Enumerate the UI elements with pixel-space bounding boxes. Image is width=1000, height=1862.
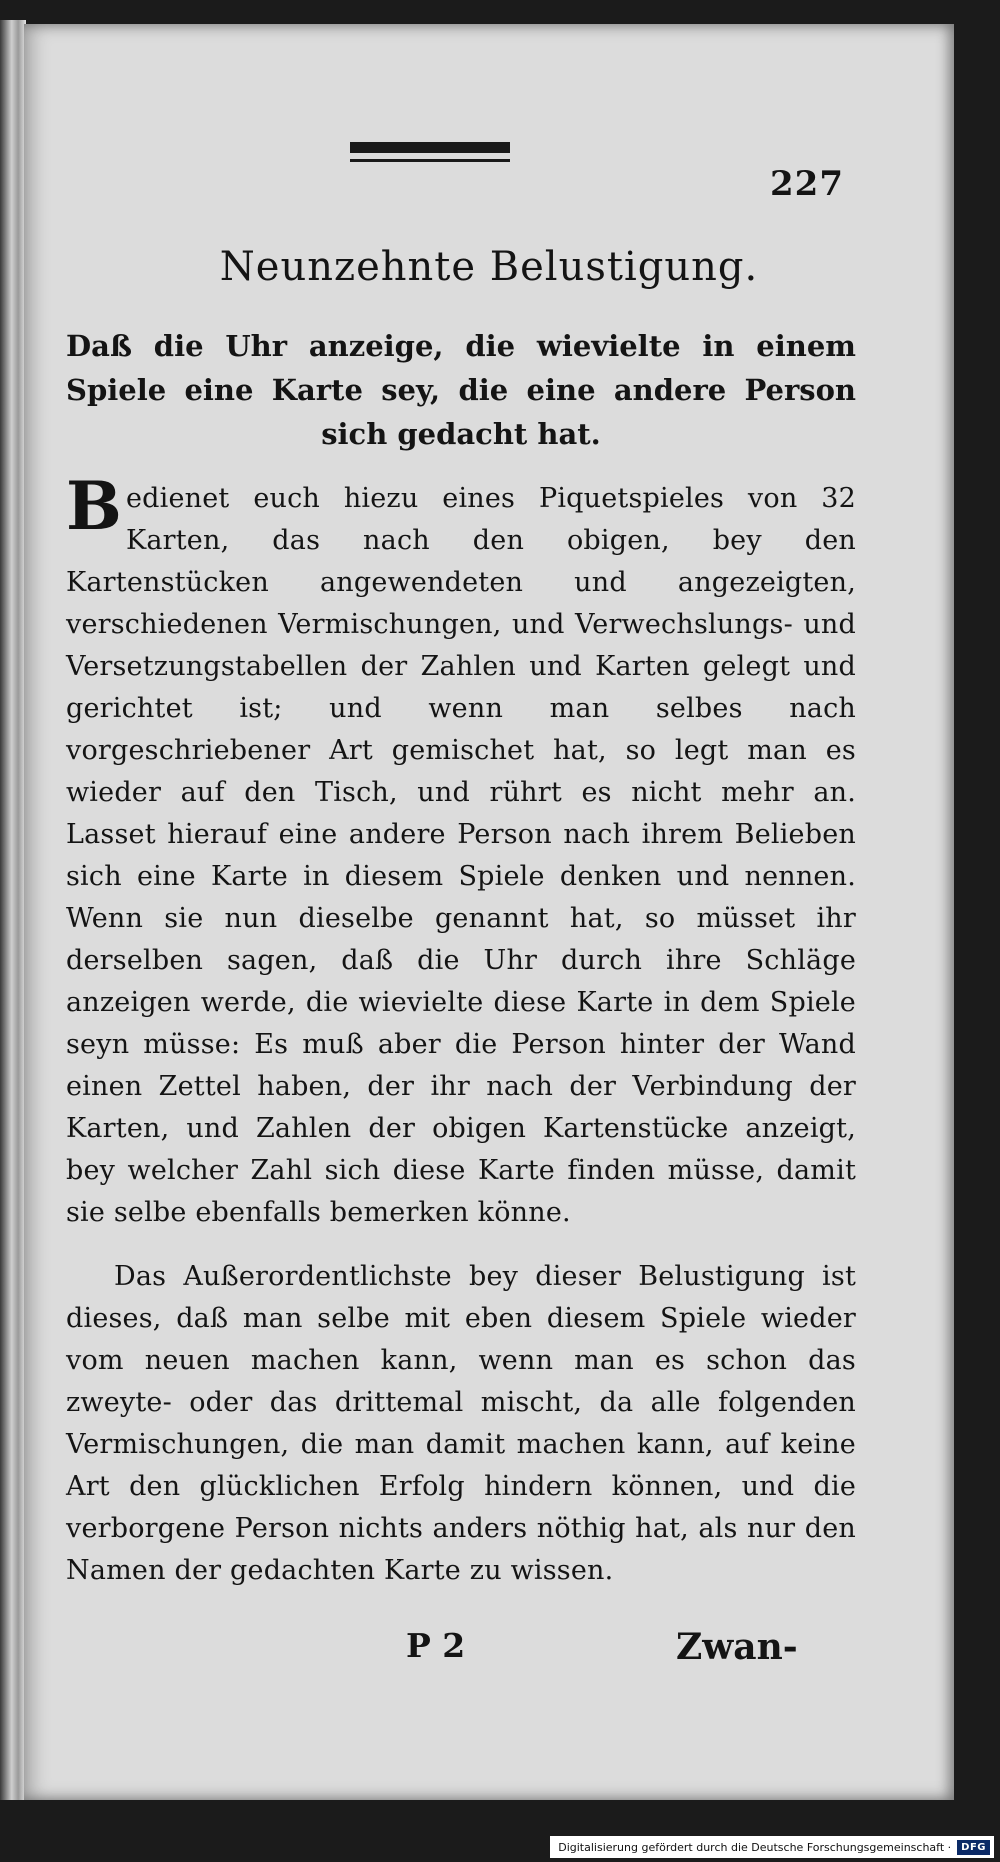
- header-rule-thin: [350, 159, 510, 162]
- paragraph-2: Das Außerordentlichste bey dieser Belustigung ist dieses, daß man selbe mit eben diesem Spiele wieder vom neuen machen kann, wenn man es schon das zweyte- oder das drittemal mischt, da alle folgenden Vermischungen, die man damit machen kann, auf keine Art den glücklichen Erfolg hindern können, und die verborgene Person nichts anders nöthig hat, als nur den Namen der gedachten Karte zu wissen.: [66, 1261, 856, 1586]
- header-rule-ornament: [350, 142, 510, 168]
- drop-cap-initial: B: [66, 467, 122, 545]
- chapter-title: Neunzehnte Belustigung.: [219, 244, 759, 290]
- page-number: 227: [770, 164, 844, 204]
- footer-credit-text: Digitalisierung gefördert durch die Deutsche Forschungsgemeinschaft ·: [558, 1840, 952, 1854]
- digitization-footer: [550, 1836, 994, 1858]
- paragraph-1: [66, 467, 856, 1234]
- catchword: Zwan-: [676, 1626, 798, 1668]
- paragraph-1-text: edienet euch hiezu eines Piquetspieles von 32 Karten, das nach den obigen, bey den Kartenstücken angewendeten und angezeigten, verschiedenen Vermischungen, und Verwechslungs- und Versetzungstabellen der Zahlen und Karten gelegt und gerichtet ist; und wenn man selbes nach vorgeschriebener Art gemischet hat, so legt man es wieder auf den Tisch, und rührt es nicht mehr an. Lasset hierauf eine andere Person nach ihrem Belieben sich eine Karte in diesem Spiele denken und nennen. Wenn sie nun dieselbe genannt hat, so müsset ihr derselben sagen, daß die Uhr durch ihre Schläge anzeigen werde, die wievielte diese Karte in dem Spiele seyn müsse: Es muß aber die Person hinter der Wand einen Zettel haben, der ihr nach der Verbindung der Karten, und Zahlen der obigen Kartenstücke anzeigt, bey welcher Zahl sich diese Karte finden müsse, damit sie selbe ebenfalls bemerken könne.: [66, 483, 856, 1228]
- header-rule-thick: [350, 142, 510, 153]
- book-spine-edge: [0, 20, 26, 1800]
- section-subtitle: Daß die Uhr anzeige, die wievielte in einem Spiele eine Karte sey, die eine andere Person sich gedacht hat.: [66, 329, 856, 451]
- dfg-logo: DFG: [957, 1840, 990, 1855]
- book-page: [24, 24, 954, 1800]
- signature-mark: P 2: [406, 1626, 466, 1665]
